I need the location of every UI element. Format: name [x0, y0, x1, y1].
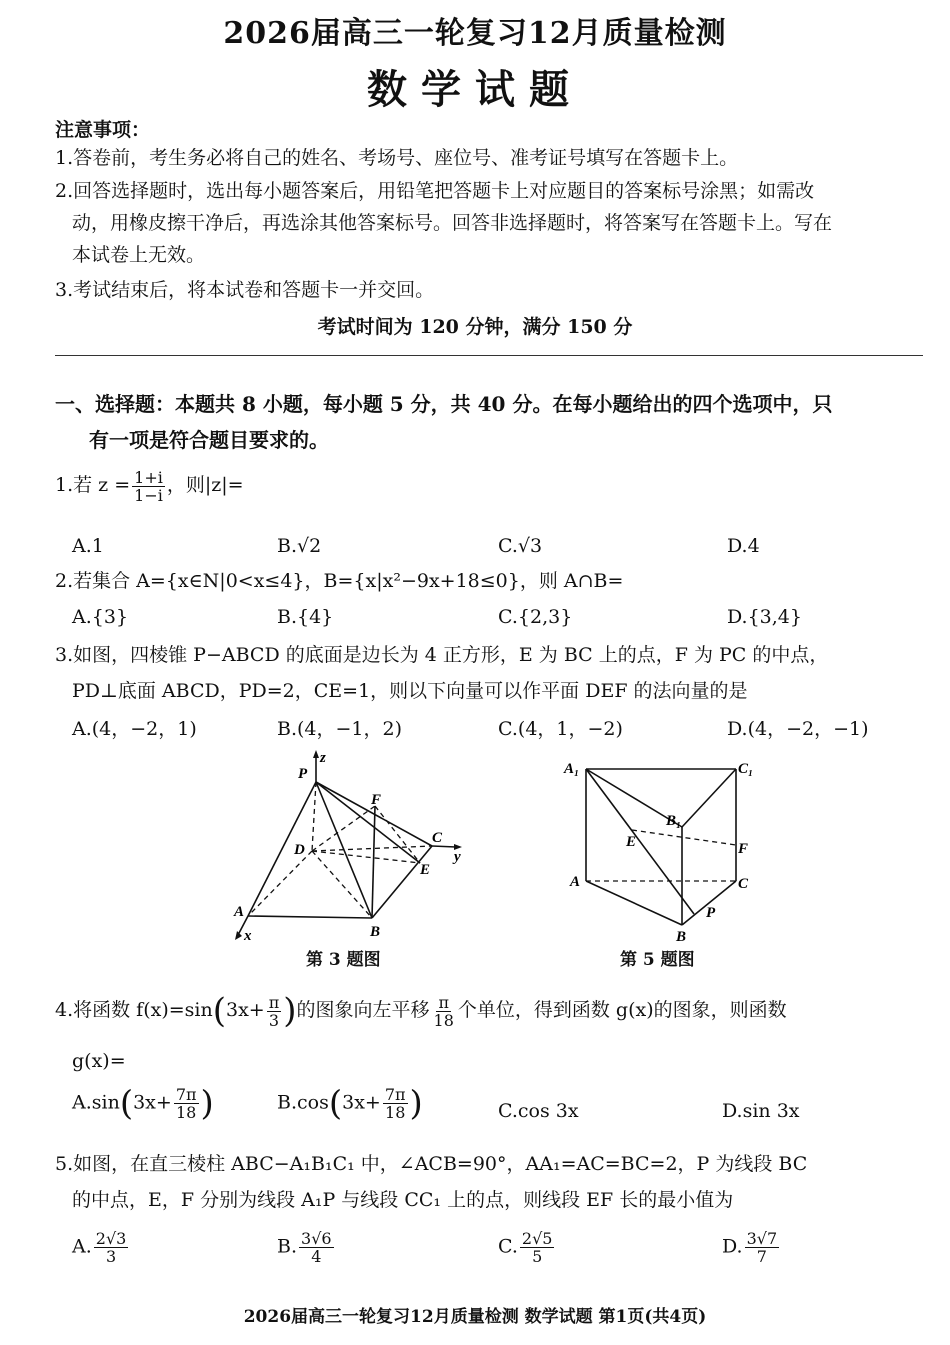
prism-figure	[560, 755, 770, 945]
question-1	[55, 468, 930, 504]
fig3-label-e: E	[420, 862, 431, 878]
q4-prefix: 4.将函数 f(x)=sin	[55, 999, 213, 1021]
q1-option-a: A.1	[72, 535, 104, 557]
fig5-label-f: F	[738, 841, 749, 857]
question-4-line-1: 4.将函数 f(x)=sin(3x+ $\frac{\pi}{3}$ )的图象向左平移 $\frac{\pi}{18}$ 个单位，得到函数 g(x)的图象，则函数	[55, 991, 787, 1031]
q1-prefix: 1.若 z =	[55, 474, 131, 496]
fig3-label-z: z	[320, 750, 326, 766]
fig5-label-p: P	[706, 905, 716, 921]
notes-heading: 注意事项：	[55, 119, 151, 141]
fig5-label-e: E	[626, 834, 637, 850]
fig3-label-c: C	[432, 830, 443, 846]
q1-option-d: D.4	[727, 535, 760, 557]
fig5-label-b: B	[676, 929, 687, 945]
q2-option-b: B.{4}	[277, 606, 334, 628]
q1-fraction	[132, 469, 165, 504]
q4-pi-over-3: $\frac{\pi}{3}$	[268, 992, 280, 1030]
note-2: 2.回答选择题时，选出每小题答案后，用铅笔把答题卡上对应题目的答案标号涂黑；如需改	[55, 180, 815, 202]
question-5-line-1: 5.如图，在直三棱柱 ABC−A₁B₁C₁ 中，∠ACB=90°，AA₁=AC=BC=2，P 为线段 BC	[55, 1153, 808, 1175]
question-5-line-2: 的中点，E，F 分别为线段 A₁P 与线段 CC₁ 上的点，则线段 EF 长的最小值为	[72, 1189, 734, 1211]
section-line-1: 一、选择题：本题共 8 小题，每小题 5 分，共 40 分。在每小题给出的四个选项中，只	[55, 392, 833, 416]
q2-option-d: D.{3,4}	[727, 606, 802, 628]
question-2: 2.若集合 A={x∈N|0<x≤4}，B={x|x²−9x+18≤0}，则 A∩B=	[55, 570, 624, 592]
q3-option-c: C.(4，1，−2)	[498, 718, 623, 740]
q3-option-b: B.(4，−1，2)	[277, 718, 403, 740]
q1-suffix: ，则|z|=	[166, 474, 244, 496]
section-heading	[55, 386, 925, 458]
q4-option-b: B.cos(3x+ $\frac{7\pi}{18}$ )	[277, 1083, 423, 1124]
fig3-label-a: A	[234, 904, 245, 920]
fig5-label-b1: B₁	[666, 813, 682, 829]
q4-option-c: C.cos 3x	[498, 1100, 579, 1122]
question-4-line-2: g(x)=	[72, 1050, 126, 1072]
fig3-label-f: F	[371, 792, 382, 808]
fig3-label-d: D	[294, 842, 305, 858]
section-line-2: 有一项是符合题目要求的。	[89, 428, 329, 452]
fig3-caption: 第 3 题图	[306, 950, 381, 970]
note-1: 1.答卷前，考生务必将自己的姓名、考场号、座位号、准考证号填写在答题卡上。	[55, 147, 739, 169]
q5-option-c: C. $\frac{2√5}{5}$	[498, 1229, 553, 1266]
q3-option-a: A.(4，−2，1)	[72, 718, 197, 740]
fig3-label-b: B	[370, 924, 381, 940]
subject-title: 数学试题	[367, 66, 583, 113]
fig5-label-c: C	[738, 876, 749, 892]
exam-time: 考试时间为 120 分钟，满分 150 分	[317, 316, 633, 338]
fig5-caption: 第 5 题图	[620, 950, 695, 970]
note-2-end: 本试卷上无效。	[72, 244, 206, 266]
fig3-label-x: x	[244, 928, 252, 943]
q5-option-a: A. $\frac{2√3}{3}$	[72, 1229, 127, 1266]
divider	[55, 355, 923, 356]
fig3-label-y: y	[454, 849, 461, 865]
note-3: 3.考试结束后，将本试卷和答题卡一并交回。	[55, 279, 435, 301]
q4-option-a: A.sin(3x+ $\frac{7\pi}{18}$ )	[72, 1083, 214, 1124]
fig5-label-a1: A₁	[564, 761, 580, 777]
fig5-label-c1: C₁	[738, 761, 754, 777]
fig5-label-a: A	[570, 874, 581, 890]
question-3-line-2: PD⊥底面 ABCD，PD=2，CE=1，则以下向量可以作平面 DEF 的法向量的是	[72, 680, 748, 702]
q2-option-c: C.{2,3}	[498, 606, 573, 628]
q1-frac-den: 1−i	[134, 485, 163, 505]
q4-shift-fraction: $\frac{\pi}{18}$	[433, 992, 454, 1030]
q4-suffix: 个单位，得到函数 g(x)的图象，则函数	[457, 999, 787, 1021]
q5-option-b: B. $\frac{3√6}{4}$	[277, 1229, 332, 1266]
pyramid-figure	[220, 748, 480, 943]
page-footer: 2026届高三一轮复习12月质量检测 数学试题 第1页(共4页)	[243, 1307, 707, 1327]
fig3-label-p: P	[298, 766, 308, 782]
note-2-cont: 动，用橡皮擦干净后，再选涂其他答案标号。回答非选择题时，将答案写在答题卡上。写在	[72, 212, 833, 234]
q4-middle: 的图象向左平移	[296, 999, 430, 1021]
q2-option-a: A.{3}	[72, 606, 129, 628]
q1-option-b: B.√2	[277, 535, 322, 557]
q3-option-d: D.(4，−2，−1)	[727, 718, 869, 740]
q4-option-d: D.sin 3x	[722, 1100, 800, 1122]
q1-frac-num: 1+i	[134, 467, 163, 487]
question-3-line-1: 3.如图，四棱锥 P−ABCD 的底面是边长为 4 正方形，E 为 BC 上的点，F 为 PC 的中点，	[55, 644, 829, 666]
q4-inner: 3x+	[226, 999, 265, 1021]
q1-option-c: C.√3	[498, 535, 543, 557]
q5-option-d: D. $\frac{3√7}{7}$	[722, 1229, 778, 1266]
exam-title: 2026届高三一轮复习12月质量检测	[223, 16, 727, 51]
